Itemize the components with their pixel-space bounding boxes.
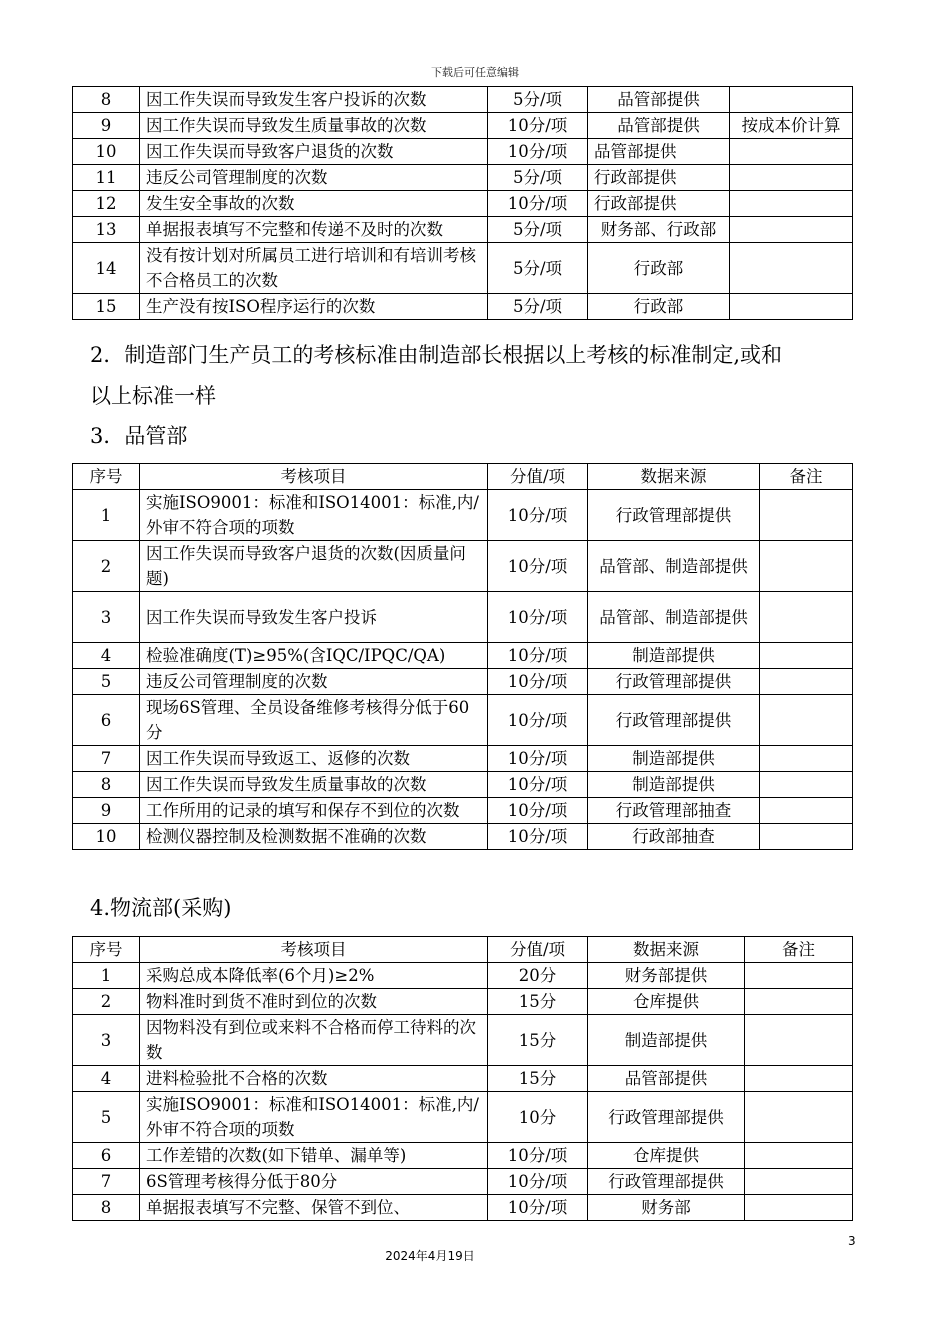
table-row: [73, 1143, 853, 1169]
column-header: 序号: [73, 464, 140, 490]
remark: [745, 1195, 853, 1221]
quality-dept-table: [72, 463, 853, 850]
row-number: 8: [73, 87, 140, 113]
remark: [745, 1066, 853, 1092]
remark: [730, 165, 853, 191]
column-header: 数据来源: [588, 464, 760, 490]
score-value: 10分/项: [488, 746, 588, 772]
score-value: 10分/项: [488, 1143, 588, 1169]
row-number: 7: [73, 1169, 140, 1195]
table-row: [73, 87, 853, 113]
assessment-table-continued: [72, 86, 853, 320]
table-row: [73, 294, 853, 320]
score-value: 5分/项: [488, 87, 588, 113]
score-value: 10分/项: [488, 113, 588, 139]
row-number: 11: [73, 165, 140, 191]
table-row: [73, 643, 853, 669]
score-value: 5分/项: [488, 294, 588, 320]
row-number: 2: [73, 989, 140, 1015]
row-number: 3: [73, 1015, 140, 1066]
table-row: [73, 1092, 853, 1143]
remark: 按成本价计算: [730, 113, 853, 139]
score-value: 10分/项: [488, 592, 588, 643]
table-row: [73, 191, 853, 217]
column-header: 序号: [73, 937, 140, 963]
score-value: 10分/项: [488, 541, 588, 592]
remark: [760, 490, 853, 541]
data-source: 品管部提供: [588, 139, 730, 165]
remark: [760, 746, 853, 772]
remark: [730, 87, 853, 113]
remark: [760, 592, 853, 643]
data-source: 行政管理部提供: [588, 490, 760, 541]
data-source: 行政管理部抽查: [588, 798, 760, 824]
data-source: 仓库提供: [588, 989, 745, 1015]
section-4-title: 4.物流部(采购): [90, 896, 232, 920]
row-number: 4: [73, 643, 140, 669]
table-row: [73, 139, 853, 165]
table-row: [73, 772, 853, 798]
row-number: 9: [73, 798, 140, 824]
remark: [760, 643, 853, 669]
remark: [760, 669, 853, 695]
row-number: 10: [73, 139, 140, 165]
column-header: 分值/项: [488, 937, 588, 963]
row-number: 9: [73, 113, 140, 139]
column-header: 考核项目: [140, 937, 488, 963]
score-value: 10分/项: [488, 139, 588, 165]
data-source: 行政部抽查: [588, 824, 760, 850]
table-header-row: [73, 464, 853, 490]
data-source: 制造部提供: [588, 1015, 745, 1066]
data-source: 行政管理部提供: [588, 1092, 745, 1143]
assessment-item: 因物料没有到位或来料不合格而停工待料的次数: [140, 1015, 488, 1066]
data-source: 仓库提供: [588, 1143, 745, 1169]
assessment-item: 单据报表填写不完整和传递不及时的次数: [140, 217, 488, 243]
assessment-item: 6S管理考核得分低于80分: [140, 1169, 488, 1195]
row-number: 7: [73, 746, 140, 772]
score-value: 20分: [488, 963, 588, 989]
row-number: 1: [73, 963, 140, 989]
data-source: 制造部提供: [588, 746, 760, 772]
row-number: 10: [73, 824, 140, 850]
score-value: 5分/项: [488, 243, 588, 294]
assessment-item: 现场6S管理、全员设备维修考核得分低于60分: [140, 695, 488, 746]
column-header: 分值/项: [488, 464, 588, 490]
section-3-title: 3．品管部: [90, 424, 188, 448]
row-number: 8: [73, 1195, 140, 1221]
table-row: [73, 669, 853, 695]
table-row: [73, 695, 853, 746]
page-header-note: 下载后可任意编辑: [431, 66, 519, 79]
data-source: 品管部、制造部提供: [588, 592, 760, 643]
data-source: 财务部: [588, 1195, 745, 1221]
assessment-item: 实施ISO9001：标准和ISO14001：标准,内/外审不符合项的项数: [140, 490, 488, 541]
score-value: 10分/项: [488, 1195, 588, 1221]
score-value: 10分/项: [488, 824, 588, 850]
paragraph-2-line-1: 2．制造部门生产员工的考核标准由制造部长根据以上考核的标准制定,或和: [90, 343, 783, 367]
score-value: 15分: [488, 1015, 588, 1066]
column-header: 备注: [760, 464, 853, 490]
paragraph-2-line-2: 以上标准一样: [90, 384, 216, 408]
table-row: [73, 592, 853, 643]
score-value: 5分/项: [488, 217, 588, 243]
column-header: 备注: [745, 937, 853, 963]
table-row: [73, 1169, 853, 1195]
table-row: [73, 963, 853, 989]
score-value: 10分: [488, 1092, 588, 1143]
remark: [730, 139, 853, 165]
score-value: 15分: [488, 1066, 588, 1092]
table-row: [73, 243, 853, 294]
row-number: 3: [73, 592, 140, 643]
assessment-item: 违反公司管理制度的次数: [140, 165, 488, 191]
remark: [760, 695, 853, 746]
assessment-item: 工作差错的次数(如下错单、漏单等): [140, 1143, 488, 1169]
assessment-item: 生产没有按ISO程序运行的次数: [140, 294, 488, 320]
remark: [745, 1143, 853, 1169]
remark: [730, 217, 853, 243]
page-number: 3: [848, 1234, 856, 1248]
data-source: 行政部提供: [588, 191, 730, 217]
remark: [730, 191, 853, 217]
remark: [730, 294, 853, 320]
data-source: 品管部提供: [588, 1066, 745, 1092]
table-row: [73, 798, 853, 824]
row-number: 5: [73, 1092, 140, 1143]
assessment-item: 工作所用的记录的填写和保存不到位的次数: [140, 798, 488, 824]
assessment-item: 实施ISO9001：标准和ISO14001：标准,内/外审不符合项的项数: [140, 1092, 488, 1143]
row-number: 12: [73, 191, 140, 217]
column-header: 考核项目: [140, 464, 488, 490]
assessment-item: 单据报表填写不完整、保管不到位、: [140, 1195, 488, 1221]
row-number: 14: [73, 243, 140, 294]
table-row: [73, 1015, 853, 1066]
data-source: 行政管理部提供: [588, 669, 760, 695]
assessment-item: 因工作失误而导致客户退货的次数(因质量问题): [140, 541, 488, 592]
row-number: 2: [73, 541, 140, 592]
table-row: [73, 824, 853, 850]
data-source: 行政管理部提供: [588, 695, 760, 746]
score-value: 10分/项: [488, 669, 588, 695]
assessment-item: 因工作失误而导致客户退货的次数: [140, 139, 488, 165]
data-source: 制造部提供: [588, 643, 760, 669]
assessment-item: 物料准时到货不准时到位的次数: [140, 989, 488, 1015]
remark: [745, 1092, 853, 1143]
assessment-item: 检验准确度(T)≥95%(含IQC/IPQC/QA): [140, 643, 488, 669]
assessment-item: 因工作失误而导致返工、返修的次数: [140, 746, 488, 772]
row-number: 13: [73, 217, 140, 243]
data-source: 品管部提供: [588, 113, 730, 139]
data-source: 行政部提供: [588, 165, 730, 191]
table-row: [73, 490, 853, 541]
table-row: [73, 746, 853, 772]
table-header-row: [73, 937, 853, 963]
assessment-item: 因工作失误而导致发生质量事故的次数: [140, 772, 488, 798]
data-source: 制造部提供: [588, 772, 760, 798]
assessment-item: 发生安全事故的次数: [140, 191, 488, 217]
assessment-item: 没有按计划对所属员工进行培训和有培训考核不合格员工的次数: [140, 243, 488, 294]
row-number: 8: [73, 772, 140, 798]
logistics-dept-table: [72, 936, 853, 1221]
remark: [745, 963, 853, 989]
row-number: 4: [73, 1066, 140, 1092]
remark: [760, 824, 853, 850]
data-source: 行政部: [588, 243, 730, 294]
row-number: 1: [73, 490, 140, 541]
row-number: 5: [73, 669, 140, 695]
footer-date: 2024年4月19日: [385, 1249, 475, 1263]
remark: [745, 1015, 853, 1066]
score-value: 10分/项: [488, 798, 588, 824]
assessment-item: 因工作失误而导致发生客户投诉: [140, 592, 488, 643]
remark: [760, 798, 853, 824]
score-value: 10分/项: [488, 191, 588, 217]
data-source: 行政部: [588, 294, 730, 320]
score-value: 10分/项: [488, 1169, 588, 1195]
remark: [745, 1169, 853, 1195]
table-row: [73, 217, 853, 243]
table-row: [73, 1195, 853, 1221]
remark: [760, 541, 853, 592]
remark: [760, 772, 853, 798]
assessment-item: 采购总成本降低率(6个月)≥2%: [140, 963, 488, 989]
data-source: 品管部、制造部提供: [588, 541, 760, 592]
table-row: [73, 165, 853, 191]
score-value: 10分/项: [488, 643, 588, 669]
table-row: [73, 1066, 853, 1092]
assessment-item: 检测仪器控制及检测数据不准确的次数: [140, 824, 488, 850]
row-number: 6: [73, 695, 140, 746]
assessment-item: 因工作失误而导致发生质量事故的次数: [140, 113, 488, 139]
table-row: [73, 989, 853, 1015]
row-number: 6: [73, 1143, 140, 1169]
column-header: 数据来源: [588, 937, 745, 963]
assessment-item: 因工作失误而导致发生客户投诉的次数: [140, 87, 488, 113]
assessment-item: 违反公司管理制度的次数: [140, 669, 488, 695]
score-value: 10分/项: [488, 695, 588, 746]
data-source: 财务部、行政部: [588, 217, 730, 243]
table-row: [73, 541, 853, 592]
data-source: 行政管理部提供: [588, 1169, 745, 1195]
score-value: 10分/项: [488, 490, 588, 541]
score-value: 10分/项: [488, 772, 588, 798]
data-source: 品管部提供: [588, 87, 730, 113]
score-value: 15分: [488, 989, 588, 1015]
table-row: [73, 113, 853, 139]
assessment-item: 进料检验批不合格的次数: [140, 1066, 488, 1092]
remark: [730, 243, 853, 294]
score-value: 5分/项: [488, 165, 588, 191]
row-number: 15: [73, 294, 140, 320]
data-source: 财务部提供: [588, 963, 745, 989]
remark: [745, 989, 853, 1015]
